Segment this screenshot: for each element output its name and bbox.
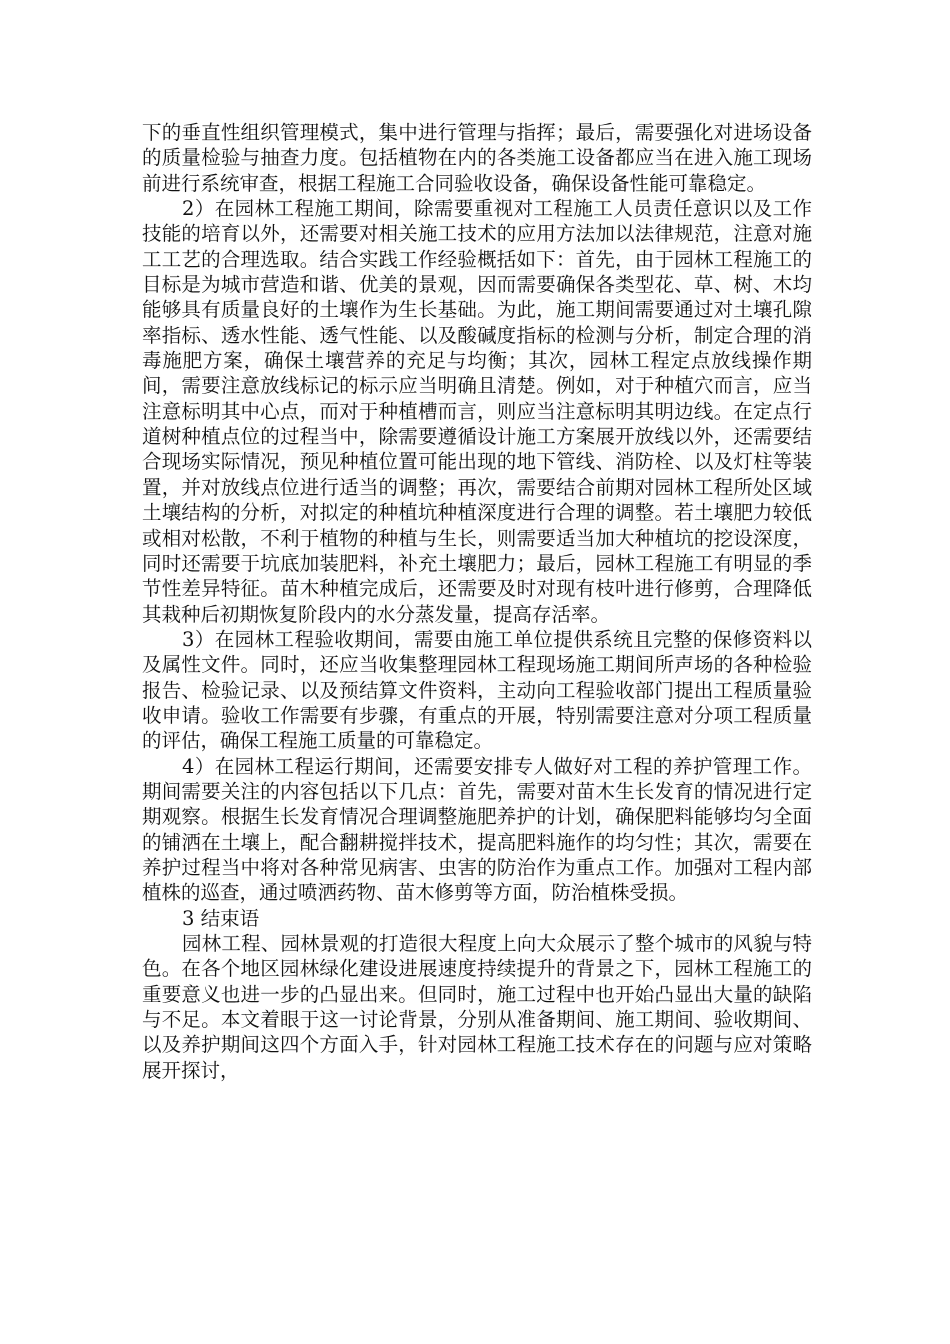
paragraph-operation-period: 4）在园林工程运行期间，还需要安排专人做好对工程的养护管理工作。期间需要关注的内容包括以下几点：首先，需要对苗木生长发育的情况进行定期观察。根据生长发育情况合理调整施肥养护的计划，确保肥料能够均匀全面的铺洒在土壤上，配合翻耕搅拌技术，提高肥料施作的均匀性；其次，需要在养护过程当中将对各种常见病害、虫害的防治作为重点工作。加强对工程内部植株的巡查，通过喷洒药物、苗木修剪等方面，防治植株受损。 <box>142 754 812 905</box>
paragraph-construction-period: 2）在园林工程施工期间，除需要重视对工程施工人员责任意识以及工作技能的培育以外，还需要对相关施工技术的应用方法加以法律规范，注意对施工工艺的合理选取。结合实践工作经验概括如下：首先，由于园林工程施工的目标是为城市营造和谐、优美的景观，因而需要确保各类型花、草、树、木均能够具有质量良好的土壤作为生长基础。为此，施工期间需要通过对土壤孔隙率指标、透水性能、透气性能、以及酸碱度指标的检测与分析，制定合理的消毒施肥方案，确保土壤营养的充足与均衡；其次，园林工程定点放线操作期间，需要注意放线标记的标示应当明确且清楚。例如，对于种植穴而言，应当注意标明其中心点，而对于种植槽而言，则应当注意标明其明边线。在定点行道树种植点位的过程当中，除需要遵循设计施工方案展开放线以外，还需要结合现场实际情况，预见种植位置可能出现的地下管线、消防栓、以及灯柱等装置，并对放线点位进行适当的调整；再次，需要结合前期对园林工程所处区域土壤结构的分析，对拟定的种植坑种植深度进行合理的调整。若土壤肥力较低或相对松散，不利于植物的种植与生长，则需要适当加大种植坑的挖设深度，同时还需要于坑底加装肥料，补充土壤肥力；最后，园林工程施工有明显的季节性差异特征。苗木种植完成后，还需要及时对现有枝叶进行修剪，合理降低其栽种后初期恢复阶段内的水分蒸发量，提高存活率。 <box>142 197 812 626</box>
body-text <box>142 120 812 1083</box>
section-heading-conclusion: 3 结束语 <box>182 906 260 930</box>
paragraph-continuation: 下的垂直性组织管理模式，集中进行管理与指挥；最后，需要强化对进场设备的质量检验与抽查力度。包括植物在内的各类施工设备都应当在进入施工现场前进行系统审查，根据工程施工合同验收设备，确保设备性能可靠稳定。 <box>142 121 812 195</box>
paragraph-conclusion: 园林工程、园林景观的打造很大程度上向大众展示了整个城市的风貌与特色。在各个地区园林绿化建设进展速度持续提升的背景之下，园林工程施工的重要意义也进一步的凸显出来。但同时，施工过程中也开始凸显出大量的缺陷与不足。本文着眼于这一讨论背景，分别从准备期间、施工期间、验收期间、以及养护期间这四个方面入手，针对园林工程施工技术存在的问题与应对策略展开探讨， <box>142 932 812 1082</box>
paragraph-acceptance-period: 3）在园林工程验收期间，需要由施工单位提供系统且完整的保修资料以及属性文件。同时，还应当收集整理园林工程现场施工期间所声场的各种检验报告、检验记录、以及预结算文件资料，主动向工程验收部门提出工程质量验收申请。验收工作需要有步骤，有重点的开展，特别需要注意对分项工程质量的评估，确保工程施工质量的可靠稳定。 <box>142 627 812 753</box>
